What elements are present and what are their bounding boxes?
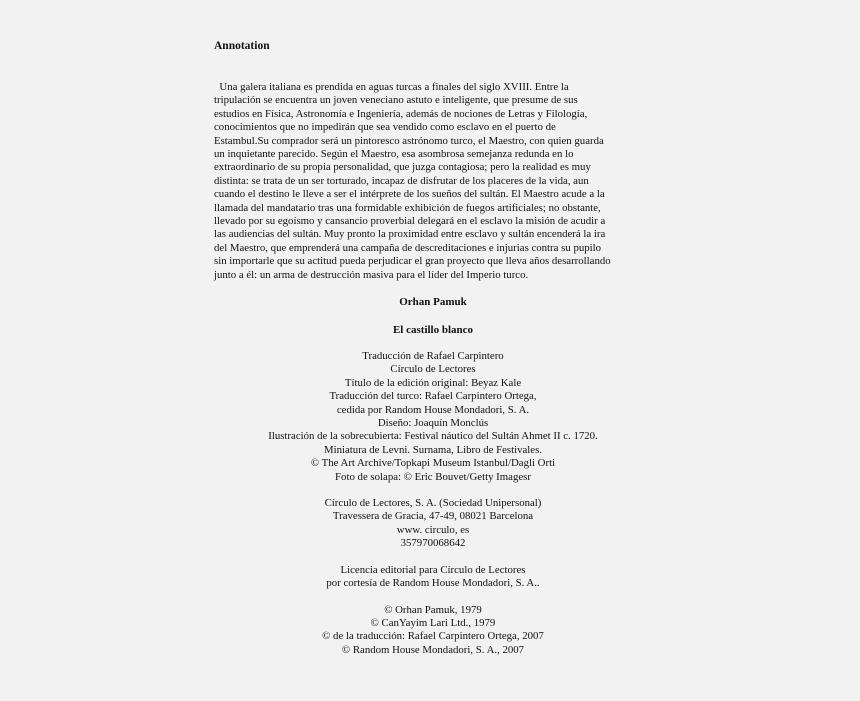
annotation-line: sin importarle que su actitud pueda perjudicar el gran proyecto que lleva años desarrollando xyxy=(214,255,611,268)
annotation-line: llevado por su egoísmo y cansancio proverbial delegará en el esclavo la misión de acudir a xyxy=(214,215,606,228)
credit-line: Título de la edición original: Beyaz Kale xyxy=(344,376,522,389)
publisher-line: Círculo de Lectores, S. A. (Sociedad Unipersonal) xyxy=(324,497,542,510)
spacer xyxy=(0,484,860,497)
copyright-line: © de la traducción: Rafael Carpintero Ortega, 2007 xyxy=(322,630,544,643)
publisher-line: Travessera de Gracia, 47-49, 08021 Barcelona xyxy=(332,510,534,523)
annotation-line: cuando el destino le lleve a ser el intérprete de los sueños del sultán. El Maestro acude a la xyxy=(214,188,605,201)
credit-line: Traducción de Rafael Carpintero xyxy=(362,350,504,362)
credit-line: Foto de solapa: © Eric Bouvet/Getty Imagesr xyxy=(335,470,531,483)
credit-line: Ilustración de la sobrecubierta: Festival náutico del Sultán Ahmet II c. 1720. xyxy=(268,430,598,443)
copyright-line: © CanYayim Lari Ltd., 1979 xyxy=(370,616,496,629)
publisher-line: 357970068642 xyxy=(400,537,466,550)
credit-line: Círculo de Lectores xyxy=(390,363,476,376)
annotation-line: distinta: se trata de un ser torturado, incapaz de disfrutar de los placeres de la vida, aun xyxy=(214,174,589,187)
annotation-heading: Annotation xyxy=(214,40,270,52)
author-name: Orhan Pamuk xyxy=(399,296,467,308)
annotation-line: tripulación se encuentra un joven veneciano astuto e inteligente, que presume de sus xyxy=(214,94,578,107)
license-line: por cortesía de Random House Mondadori, S. A.. xyxy=(326,577,540,590)
annotation-line: estudios en Física, Astronomía e Ingeniería, además de nociones de Letras y Filología, xyxy=(214,107,588,120)
credit-line: Traducción del turco: Rafael Carpintero Ortega, xyxy=(329,390,537,403)
annotation-line: las audiencias del sultán. Muy pronto la proximidad entre esclavo y sultán encenderá la ira xyxy=(214,228,606,241)
annotation-line: conocimientos que no impedirán que sea vendido como esclavo en el puerto de xyxy=(214,121,556,134)
credit-line: © The Art Archive/Topkapi Museum Istanbul/Dagli Orti xyxy=(310,457,556,470)
copyright-line: © Orhan Pamuk, 1979 xyxy=(384,603,482,616)
credit-line: cedida por Random House Mondadori, S. A. xyxy=(336,403,530,416)
annotation-text xyxy=(214,81,654,282)
annotation-line: Una galera italiana es prendida en aguas turcas a finales del siglo XVIII. Entre la xyxy=(214,81,569,93)
annotation-line: Estambul.Su comprador será un pintoresco astrónomo turco, el Maestro, con quien guarda xyxy=(214,134,604,147)
spacer xyxy=(0,591,860,604)
annotation-line: extraordinario de su propia personalidad, que juzga contagiosa; pero la realidad es muy xyxy=(214,161,591,174)
annotation-line: junto a él: un arma de destrucción masiva para el líder del Imperio turco. xyxy=(214,268,529,281)
publisher-line: www. circulo, es xyxy=(396,523,470,536)
license-line: Licencia editorial para Círculo de Lectores xyxy=(340,563,526,576)
annotation-line: llamada del mandatario tras una formidable exhibición de fuegos artificiales; no obstante, xyxy=(214,201,601,214)
spacer xyxy=(0,551,860,564)
book-title: El castillo blanco xyxy=(392,324,474,336)
credit-line: Diseño: Joaquín Monclús xyxy=(377,417,489,430)
credits-block xyxy=(0,350,860,657)
copyright-line: © Random House Mondadori, S. A., 2007 xyxy=(341,643,525,656)
annotation-line: un inquietante parecido. Según el Maestro, esa asombrosa semejanza redunda en lo xyxy=(214,148,574,161)
annotation-line: del Maestro, que emprenderá una campaña de descreditaciones e injurias contra su pupilo xyxy=(214,241,602,254)
credit-line: Miniatura de Levni. Surnama, Libro de Festivales. xyxy=(324,443,542,456)
